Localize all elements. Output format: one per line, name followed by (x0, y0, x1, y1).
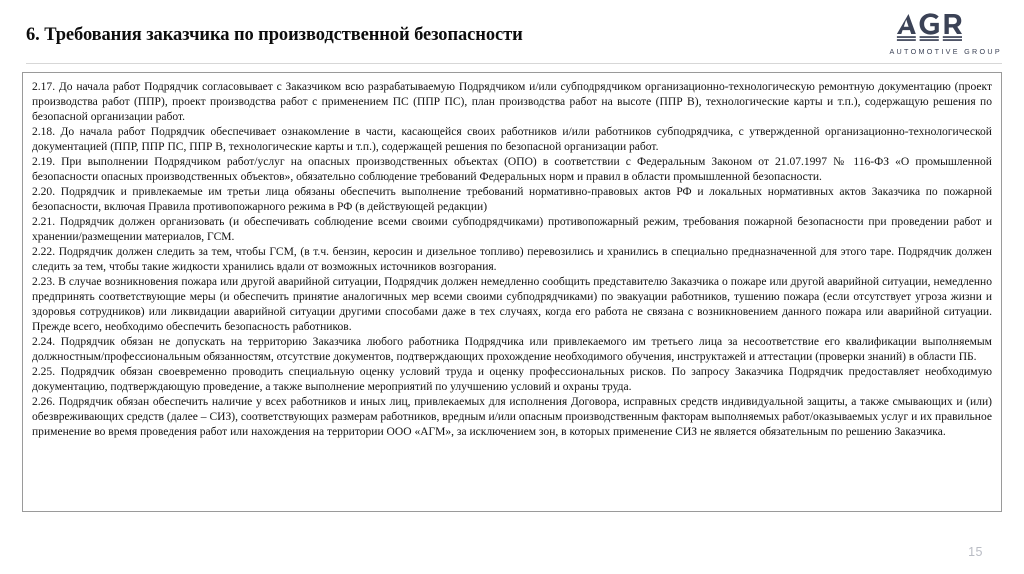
page-title: 6. Требования заказчика по производственной безопасности (26, 24, 523, 45)
paragraph: 2.23. В случае возникновения пожара или другой аварийной ситуации, Подрядчик должен немедленно сообщить представителю Заказчика о пожаре или другой аварийной ситуации, немедленно предпринять соответствующие меры (и обеспечить принятие аналогичных мер всеми своими субподрядчиками) по эвакуации работников, тушению пожара (если отсутствует угроза жизни и здоровья сотрудников) или ликвидации аварийной ситуации другими способами даже в тех случаях, когда его работа не связана с возникновением данного пожара или аварийной ситуации. Прежде всего, необходимо обеспечить безопасность работников. (32, 276, 992, 333)
paragraph: 2.19. При выполнении Подрядчиком работ/услуг на опасных производственных объектах (ОПО) в соответствии с Федеральным Законом от 21.07.1997 № 116-ФЗ «О промышленной безопасности опасных производственных объектов», обязательно соблюдение требований Федеральных норм и правил в области промышленной безопасности. (32, 156, 992, 183)
content-text-box (22, 72, 1002, 512)
paragraph: 2.25. Подрядчик обязан своевременно проводить специальную оценку условий труда и оценку профессиональных рисков. По запросу Заказчика Подрядчик предоставляет необходимую документацию, подтверждающую проведение, а также выполнение мероприятий по улучшению условий и охраны труда. (32, 366, 992, 393)
paragraph: 2.20. Подрядчик и привлекаемые им третьи лица обязаны обеспечить выполнение требований нормативно-правовых актов РФ и локальных нормативных актов Заказчика по пожарной безопасности, включая Правила противопожарного режима в РФ (в действующей редакции) (32, 186, 992, 213)
slide-header (0, 0, 1024, 66)
agr-logo-subtitle: AUTOMOTIVE GROUP (889, 47, 1002, 57)
agr-logo (889, 10, 1002, 55)
paragraph: 2.17. До начала работ Подрядчик согласовывает с Заказчиком всю разрабатываемую Подрядчиком и/или субподрядчиком организационно-технологическую ремонтную документацию (проект производства работ (ППР), проект производства работ с применением ПС (ППР ПС), план производства работ на высоте (ППР В), технологические карты и т.п.), содержащую решения по безопасной организации работ. (32, 81, 992, 123)
agr-logo-icon (894, 12, 998, 46)
page-number: 15 (968, 545, 983, 559)
header-divider (26, 63, 1002, 64)
paragraph: 2.18. До начала работ Подрядчик обеспечивает ознакомление в части, касающейся своих работников и/или работников субподрядчика, с утвержденной организационно-технологической документацией (ППР, ППР ПС, ППР В, технологические карты и т.п.), содержащей решения по безопасной организации работ. (32, 126, 992, 153)
paragraph: 2.24. Подрядчик обязан не допускать на территорию Заказчика любого работника Подрядчика или привлекаемого им третьего лица за несоответствие его квалификации выполняемым должностным/профессиональным обязанностям, отсутствие документов, подтверждающих прохождение необходимого обучения, инструктажей и аттестации (проверки знаний) в области ПБ. (32, 336, 992, 363)
paragraph: 2.26. Подрядчик обязан обеспечить наличие у всех работников и иных лиц, привлекаемых для исполнения Договора, исправных средств индивидуальной защиты, а также смывающих и (или) обезвреживающих средств (далее – СИЗ), соответствующих размерам работников, вредным и/или опасным производственным факторам выполняемых работ/оказываемых услуг и их правильное применение во время проведения работ или нахождения на территории ООО «АГМ», за исключением зон, в которых применение СИЗ не является обязательным по решению Заказчика. (32, 396, 992, 438)
paragraph: 2.21. Подрядчик должен организовать (и обеспечивать соблюдение всеми своими субподрядчиками) противопожарный режим, требования пожарной безопасности при проведении работ и хранении/размещении материалов, ГСМ. (32, 216, 992, 243)
paragraph: 2.22. Подрядчик должен следить за тем, чтобы ГСМ, (в т.ч. бензин, керосин и дизельное топливо) перевозились и хранились в специально предназначенной для этого таре. Подрядчик должен следить за тем, чтобы такие жидкости хранились вдали от возможных источников возгорания. (32, 246, 992, 273)
